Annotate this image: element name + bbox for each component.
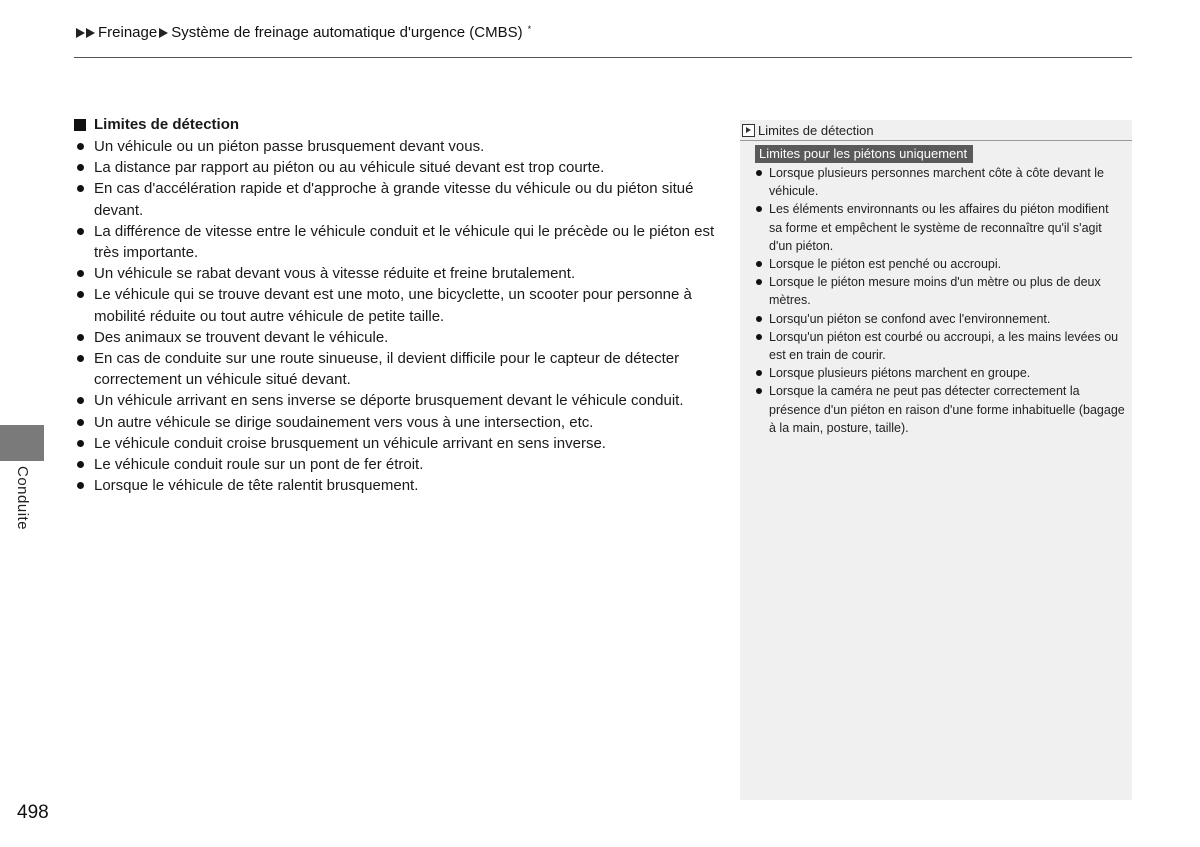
- list-item: Lorsque le piéton est penché ou accroupi.: [755, 255, 1125, 273]
- section-title: Limites de détection: [94, 116, 240, 133]
- chapter-tab: [0, 425, 44, 461]
- reference-arrow-icon: [742, 124, 755, 137]
- list-item: En cas d'accélération rapide et d'approche à grande vitesse du véhicule ou du piéton situé devant.: [74, 178, 724, 220]
- list-item: La distance par rapport au piéton ou au véhicule situé devant est trop courte.: [74, 157, 724, 178]
- page-number: 498: [17, 802, 49, 823]
- list-item: Lorsque la caméra ne peut pas détecter correctement la présence d'un piéton en raison d'une forme inhabituelle (bagage à la main, posture, taille).: [755, 382, 1125, 437]
- sidebar-heading-text: Limites de détection: [758, 122, 874, 138]
- list-item: Le véhicule conduit roule sur un pont de fer étroit.: [74, 454, 724, 475]
- triangle-right-icon: [159, 28, 168, 38]
- list-item: Lorsque plusieurs personnes marchent côte à côte devant le véhicule.: [755, 164, 1125, 200]
- list-item: Un véhicule arrivant en sens inverse se déporte brusquement devant le véhicule conduit.: [74, 390, 724, 411]
- detection-limits-list: [74, 136, 724, 496]
- list-item: Les éléments environnants ou les affaires du piéton modifient sa forme et empêchent le système de reconnaître qu'il s'agit d'un piéton.: [755, 200, 1125, 255]
- breadcrumb-item-freinage[interactable]: Freinage: [98, 24, 158, 41]
- breadcrumb-item-cmbs[interactable]: Système de freinage automatique d'urgence (CMBS): [171, 24, 523, 41]
- list-item: En cas de conduite sur une route sinueuse, il devient difficile pour le capteur de détecter correctement un véhicule situé devant.: [74, 348, 724, 390]
- list-item: Un véhicule se rabat devant vous à vitesse réduite et freine brutalement.: [74, 263, 724, 284]
- list-item: Des animaux se trouvent devant le véhicule.: [74, 327, 724, 348]
- pedestrian-limits-label: Limites pour les piétons uniquement: [755, 145, 973, 163]
- list-item: Lorsque plusieurs piétons marchent en groupe.: [755, 364, 1125, 382]
- list-item: Un autre véhicule se dirige soudainement vers vous à une intersection, etc.: [74, 412, 724, 433]
- list-item: Lorsqu'un piéton se confond avec l'environnement.: [755, 310, 1125, 328]
- asterisk-note: *: [527, 23, 532, 34]
- triangle-right-icon: [76, 28, 85, 38]
- list-item: Le véhicule qui se trouve devant est une moto, une bicyclette, un scooter pour personne à mobilité réduite ou tout autre véhicule de petite taille.: [74, 284, 724, 326]
- list-item: Lorsque le véhicule de tête ralentit brusquement.: [74, 475, 724, 496]
- list-item: Lorsqu'un piéton est courbé ou accroupi, a les mains levées ou est en train de courir.: [755, 328, 1125, 364]
- list-item: Lorsque le piéton mesure moins d'un mètre ou plus de deux mètres.: [755, 273, 1125, 309]
- header-divider: [74, 57, 1132, 58]
- sidebar-heading: [740, 120, 1132, 141]
- sidebar-notes: [740, 120, 1132, 800]
- square-bullet-icon: [74, 119, 86, 131]
- chapter-tab-label: Conduite: [14, 466, 31, 531]
- list-item: Un véhicule ou un piéton passe brusquement devant vous.: [74, 136, 724, 157]
- list-item: La différence de vitesse entre le véhicule conduit et le véhicule qui le précède ou le piéton est très importante.: [74, 221, 724, 263]
- breadcrumb: [76, 24, 531, 41]
- main-content: [74, 116, 724, 496]
- list-item: Le véhicule conduit croise brusquement un véhicule arrivant en sens inverse.: [74, 433, 724, 454]
- section-heading: [74, 116, 724, 133]
- pedestrian-limits-list: [755, 164, 1125, 437]
- triangle-right-icon: [86, 28, 95, 38]
